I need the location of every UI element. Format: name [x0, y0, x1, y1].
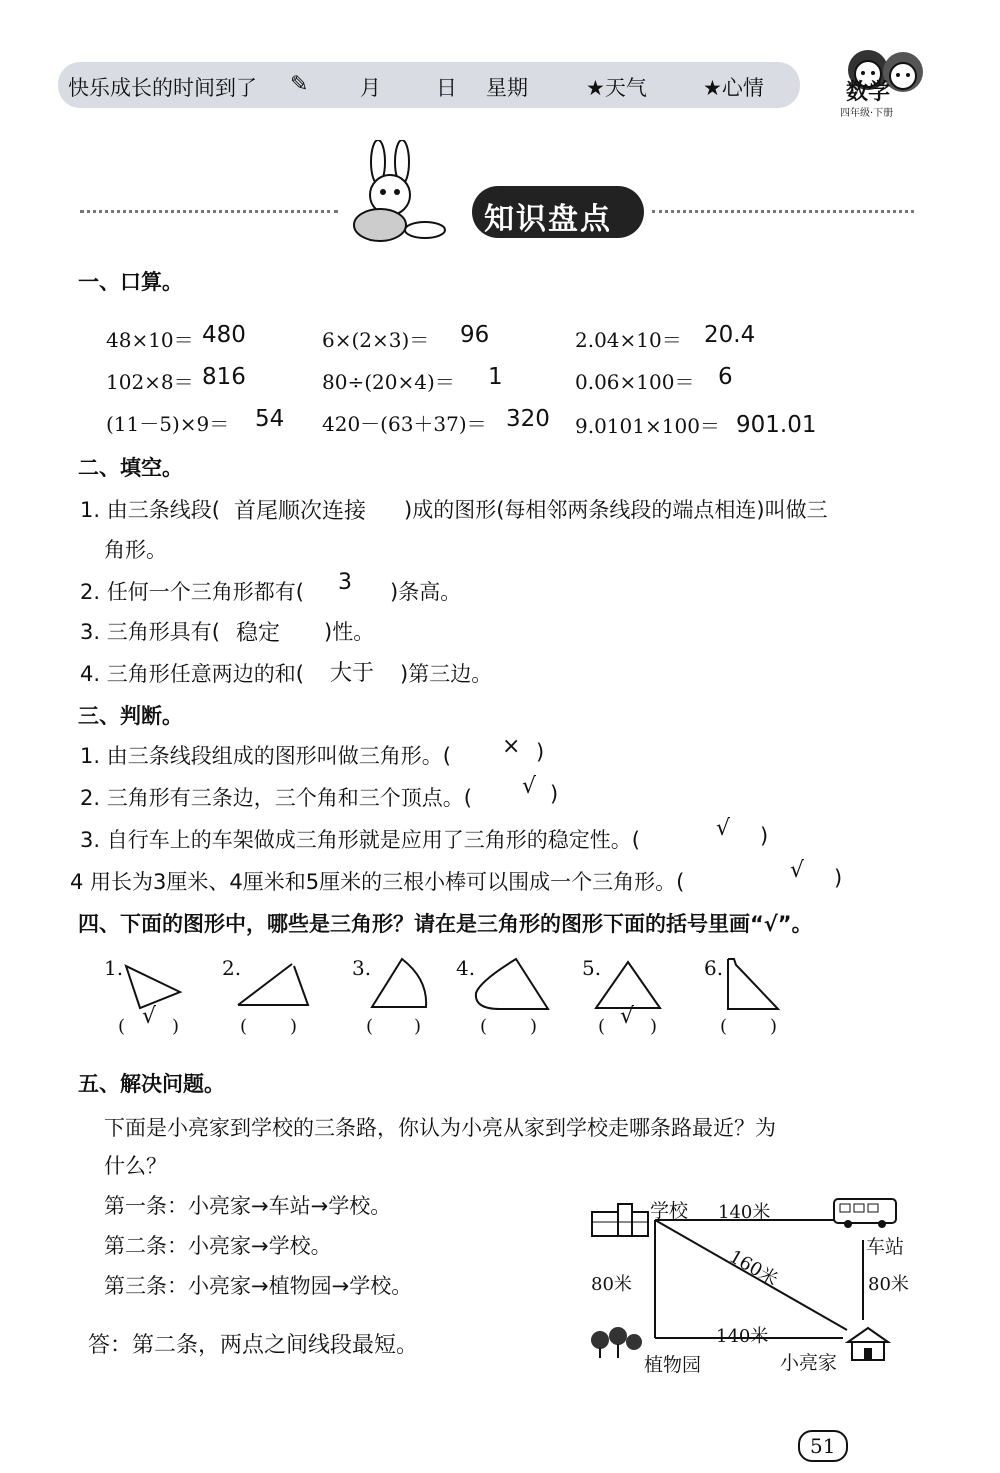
calc-answer: 480: [202, 322, 246, 348]
shape-paren-open: (: [366, 1016, 374, 1037]
fill-q2-text-2: )条高。: [390, 580, 462, 604]
section-1-title: 一、口算。: [78, 270, 183, 294]
shape-3-sector: [366, 955, 436, 1013]
fill-q1-answer: 首尾顺次连接: [234, 499, 367, 524]
shape-paren-open: (: [720, 1016, 728, 1037]
shape-number: 5.: [582, 956, 602, 980]
section-2-title: 二、填空。: [78, 456, 183, 480]
shape-mark: √: [620, 1004, 635, 1029]
page-number: 51: [810, 1434, 836, 1458]
shape-number: 3.: [352, 956, 372, 980]
calc-question: (11－5)×9＝: [106, 412, 230, 436]
shape-2-open-figure: [234, 960, 314, 1010]
calc-question: 0.06×100＝: [575, 370, 695, 394]
map-label-garden: 植物园: [644, 1354, 702, 1376]
pencil-icon: ✎: [290, 72, 309, 97]
judge-item: 1. 由三条线段组成的图形叫做三角形。(: [80, 744, 451, 768]
banner-title: 知识盘点: [484, 202, 612, 237]
shape-number: 6.: [704, 956, 724, 980]
shape-6-notched-figure: [722, 955, 786, 1013]
header-month: 月: [360, 76, 381, 100]
calc-question: 2.04×10＝: [575, 328, 682, 352]
judge-close: ): [760, 824, 769, 848]
judge-item: 3. 自行车上的车架做成三角形就是应用了三角形的稳定性。(: [80, 828, 640, 852]
fill-q3-text: 3. 三角形具有(: [80, 620, 220, 644]
map-distance-top: 140米: [718, 1202, 771, 1223]
judge-mark: √: [522, 774, 537, 799]
shape-number: 4.: [456, 956, 476, 980]
calc-answer: 816: [202, 364, 246, 390]
dotted-divider-left: [80, 210, 338, 219]
fill-q4-text-2: )第三边。: [400, 662, 493, 686]
header-weekday: 星期: [486, 76, 528, 100]
page-number-badge: [798, 1430, 848, 1462]
shape-paren-close: ): [414, 1016, 422, 1037]
fill-q1-text-3: 角形。: [104, 538, 167, 562]
shape-paren-close: ): [770, 1016, 778, 1037]
calc-answer: 6: [718, 364, 733, 390]
section-5-title: 五、解决问题。: [78, 1072, 225, 1096]
fill-q3-answer: 稳定: [236, 621, 281, 646]
map-label-home: 小亮家: [780, 1352, 838, 1374]
header-day: 日: [436, 76, 457, 100]
calc-question: 420－(63＋37)＝: [322, 412, 487, 436]
header-bar: [58, 62, 800, 108]
map-distance-right: 80米: [868, 1274, 909, 1295]
calc-answer: 54: [255, 406, 285, 432]
calc-question: 102×8＝: [106, 370, 194, 394]
header-slogan: 快乐成长的时间到了: [68, 76, 257, 100]
header-mood: ★心情: [703, 76, 764, 100]
calc-question: 80÷(20×4)＝: [322, 370, 455, 394]
calc-answer: 1: [488, 364, 503, 390]
shape-number: 2.: [222, 956, 242, 980]
problem-answer: 答：第二条，两点之间线段最短。: [88, 1333, 419, 1358]
judge-mark: ×: [502, 734, 521, 759]
map-label-station: 车站: [866, 1236, 905, 1258]
shape-mark: √: [142, 1004, 157, 1029]
tree-icon: [586, 1326, 648, 1362]
map-distance-diagonal: 160米: [725, 1246, 782, 1291]
shape-paren-close: ): [650, 1016, 658, 1037]
map-label-school: 学校: [650, 1200, 689, 1222]
calc-answer: 901.01: [736, 412, 817, 438]
rabbit-mascot-icon: [340, 140, 470, 250]
fill-q4-text: 4. 三角形任意两边的和(: [80, 662, 304, 686]
shape-paren-open: (: [480, 1016, 488, 1037]
section-3-title: 三、判断。: [78, 704, 183, 728]
fill-q4-answer: 大于: [330, 661, 375, 686]
problem-prompt-2: 什么？: [104, 1154, 167, 1178]
calc-answer: 20.4: [704, 322, 756, 348]
calc-answer: 96: [460, 322, 490, 348]
judge-mark: √: [716, 816, 731, 841]
calc-answer: 320: [506, 406, 550, 432]
header-weather: ★天气: [586, 76, 647, 100]
shape-paren-close: ): [530, 1016, 538, 1037]
school-building-icon: [588, 1200, 650, 1240]
route-1: 第一条：小亮家→车站→学校。: [104, 1194, 392, 1218]
bus-icon: [830, 1195, 900, 1231]
judge-close: ): [550, 782, 559, 806]
judge-close: ): [536, 740, 545, 764]
dotted-divider-right: [652, 210, 914, 219]
route-3: 第三条：小亮家→植物园→学校。: [104, 1274, 413, 1298]
judge-close: ): [834, 866, 843, 890]
shape-paren-open: (: [118, 1016, 126, 1037]
shape-4-curved-figure: [470, 955, 554, 1013]
shape-paren-close: ): [290, 1016, 298, 1037]
shape-paren-close: ): [172, 1016, 180, 1037]
route-2: 第二条：小亮家→学校。: [104, 1234, 332, 1258]
problem-prompt: 下面是小亮家到学校的三条路，你认为小亮从家到学校走哪条路最近？为: [104, 1116, 776, 1140]
fill-q3-text-2: )性。: [324, 620, 375, 644]
grade-label: 四年级·下册: [840, 108, 894, 119]
calc-question: 6×(2×3)＝: [322, 328, 430, 352]
house-icon: [842, 1324, 892, 1364]
judge-item: 4 用长为3厘米、4厘米和5厘米的三根小棒可以围成一个三角形。(: [70, 870, 685, 894]
fill-q1-text-2: )成的图形(每相邻两条线段的端点相连)叫做三: [404, 498, 828, 522]
fill-q2-answer: 3: [338, 570, 352, 595]
shape-number: 1.: [104, 956, 124, 980]
fill-q2-text: 2. 任何一个三角形都有(: [80, 580, 304, 604]
judge-mark: √: [790, 858, 805, 883]
subject-label: 数学: [846, 80, 891, 105]
map-distance-bottom: 140米: [716, 1326, 769, 1347]
shape-paren-open: (: [598, 1016, 606, 1037]
judge-item: 2. 三角形有三条边，三个角和三个顶点。(: [80, 786, 472, 810]
banner-pill: [472, 186, 644, 238]
calc-question: 9.0101×100＝: [575, 414, 720, 438]
fill-q1-text: 1. 由三条线段(: [80, 498, 220, 522]
shape-paren-open: (: [240, 1016, 248, 1037]
calc-question: 48×10＝: [106, 328, 194, 352]
map-distance-left: 80米: [591, 1274, 632, 1295]
section-4-title: 四、下面的图形中，哪些是三角形？请在是三角形的图形下面的括号里画“√”。: [78, 912, 813, 936]
